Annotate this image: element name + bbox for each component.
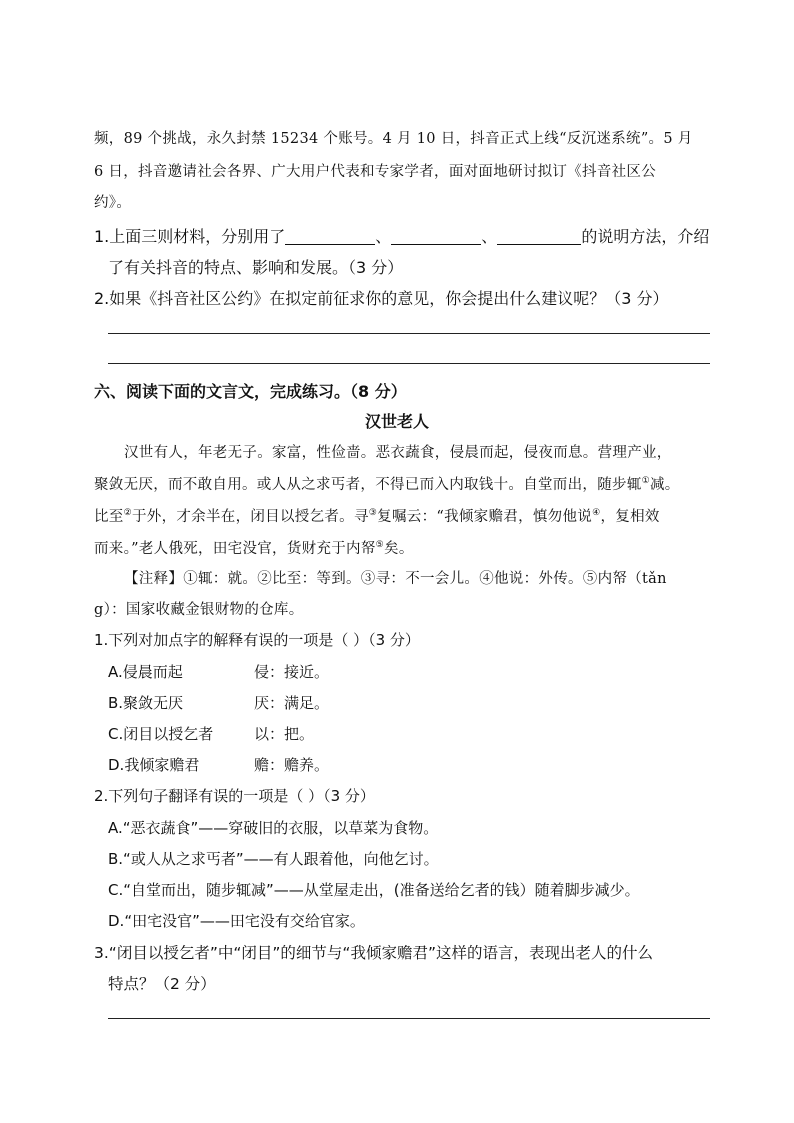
passage-title: 汉世老人 (364, 412, 429, 431)
s6-q1-option-c-gloss: 以：把。 (254, 725, 315, 743)
s6-q2-option-a[interactable]: A.“恶衣蔬食”——穿破旧的衣服，以草菜为食物。 (108, 819, 439, 837)
s6-question-1: 1.下列对加点字的解释有误的一项是（ ）（3 分） (94, 631, 420, 649)
s6-q1-option-b[interactable]: B.聚敛无厌 (108, 694, 184, 712)
s6-q1-option-d[interactable]: D.我倾家赡君 (108, 756, 200, 774)
note-marker-1: ① (641, 476, 650, 486)
passage-line-4-b: 矣。 (384, 541, 414, 557)
question-1 (94, 224, 709, 247)
s6-q1-option-d-gloss: 赡：赡养。 (254, 756, 330, 774)
answer-line-q2-1[interactable] (108, 333, 710, 334)
passage-line-3-b: 于外，才余半在，闭目以授乞者。寻 (131, 509, 369, 525)
s6-question-3: 3.“闭目以授乞者”中“闭目”的细节与“我倾家赡君”这样的语言，表现出老人的什么 (94, 944, 653, 962)
section-6-heading: 六、阅读下面的文言文，完成练习。（8 分） (94, 382, 407, 401)
notes-line-1: 【注释】①辄：就。②比至：等到。③寻：不一会儿。④他说：外传。⑤内帑（tǎn (124, 571, 667, 587)
s6-q1-option-a[interactable]: A.侵晨而起 (108, 663, 183, 681)
s6-q1-option-c[interactable]: C.闭目以授乞者 (108, 725, 214, 743)
answer-blank-1[interactable] (285, 228, 375, 245)
material-line-2: 6 日，抖音邀请社会各界、广大用户代表和专家学者，面对面地研讨拟订《抖音社区公 (94, 164, 657, 180)
s6-question-3-line-2: 特点？（2 分） (108, 975, 216, 993)
note-marker-5: ⑤ (375, 540, 385, 550)
s6-question-2: 2.下列句子翻译有误的一项是（ ）（3 分） (94, 787, 375, 805)
passage-line-4-a: 而来。”老人俄死，田宅没官，货财充于内帑 (94, 541, 376, 557)
answer-line-s6-q3[interactable] (108, 1018, 710, 1019)
s6-q2-option-d[interactable]: D.“田宅没官”——田宅没有交给官家。 (108, 912, 365, 930)
passage-line-2 (94, 473, 680, 494)
passage-line-2-text: 聚敛无厌，而不敢自用。或人从之求丐者，不得已而入内取钱十。自堂而出，随步辄 (94, 477, 642, 493)
answer-blank-3[interactable] (497, 228, 581, 245)
material-line-3: 约》。 (94, 195, 132, 211)
s6-q1-option-b-gloss: 厌：满足。 (254, 694, 330, 712)
passage-line-3-c: 复嘱云：“我倾家赡君，慎勿他说 (377, 509, 593, 525)
s6-q2-option-c[interactable]: C.“自堂而出，随步辄减”——从堂屋走出，(准备送给乞者的钱）随着脚步减少。 (108, 881, 640, 899)
question-1-line-2: 了有关抖音的特点、影响和发展。（3 分） (108, 258, 404, 277)
notes-line-2: g）：国家收藏金银财物的仓库。 (94, 602, 304, 618)
answer-line-q2-2[interactable] (108, 363, 710, 364)
s6-q2-option-b[interactable]: B.“或人从之求丐者”——有人跟着他，向他乞讨。 (108, 850, 439, 868)
passage-line-3-a: 比至 (94, 509, 124, 525)
passage-line-2-end: 减。 (649, 477, 680, 493)
question-1-sep-2: 、 (481, 227, 498, 246)
question-1-sep-1: 、 (375, 227, 392, 246)
passage-line-4 (94, 537, 414, 558)
question-1-prefix: 1.上面三则材料，分别用了 (94, 227, 286, 246)
answer-blank-2[interactable] (391, 228, 481, 245)
note-marker-3: ③ (368, 508, 378, 518)
passage-line-3 (94, 505, 660, 526)
note-marker-2: ② (123, 508, 132, 518)
material-line-1: 频，89 个挑战，永久封禁 15234 个账号。4 月 10 日，抖音正式上线“反沉迷系统”。5 月 (94, 131, 693, 147)
note-marker-4: ④ (592, 508, 601, 518)
s6-q1-option-a-gloss: 侵：接近。 (254, 663, 330, 681)
passage-line-1: 汉世有人，年老无子。家富，性俭啬。恶衣蔬食，侵晨而起，侵夜而息。营理产业， (124, 445, 672, 461)
question-2: 2.如果《抖音社区公约》在拟定前征求你的意见，你会提出什么建议呢？（3 分） (94, 289, 669, 308)
question-1-suffix: 的说明方法，介绍 (581, 227, 710, 246)
passage-line-3-d: ，复相效 (600, 509, 660, 525)
